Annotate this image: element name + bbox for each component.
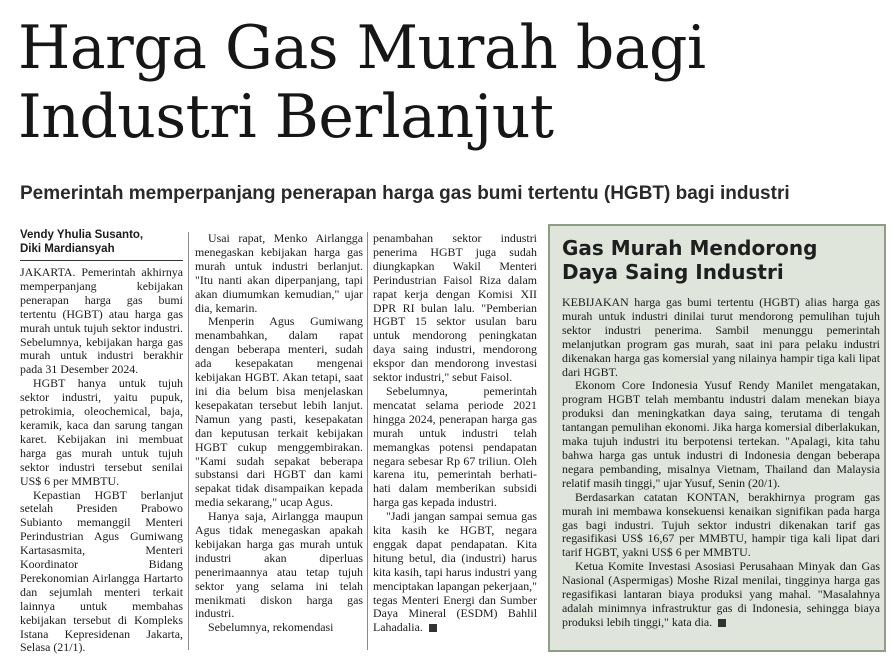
subheadline: Pemerintah memperpanjang penerapan harga gas bumi tertentu (HGBT) bagi industri	[20, 183, 790, 204]
sidebar-paragraph: KEBIJAKAN harga gas bumi tertentu (HGBT) alias harga gas murah untuk industri dinilai turut mendorong pemulihan tujuh sektor industri penerima. Sambil menunggu pemerintah melanjutkan program gas murah, saat ini para pelaku industri dikenakan harga gas komersial yang nilainya hampir tiga kali lipat dari HGBT.	[562, 295, 880, 379]
article-paragraph: Sebelumnya, rekomendasi	[208, 620, 334, 635]
sidebar-paragraph: Berdasarkan catatan KONTAN, berakhirnya program gas murah ini membawa konsekuensi kenaikan signifikan pada harga gas bagi industri. Tujuh sektor industri dikenakan tarif gas regasifikasi US$ 16,67 per MMBTU, hampir tiga kali lipat dari tarif HGBT, yakni US$ 6 per MMBTU.	[562, 489, 880, 560]
sidebar-title: Gas Murah Mendorong Daya Saing Industri	[562, 236, 818, 284]
article-paragraph: Menperin Agus Gumiwang menambahkan, dalam rapat dengan beberapa menteri, sudah ada kesepakatan mengenai kebijakan HGBT. Akan tetapi, saat ini dia belum bisa menjelaskan kesepakatan tersebut lebih lanjut. Namun yang pasti, kesepakatan dan keputusan terkait kebijakan HGBT cukup menggembirakan. "Kami sudah sepakat beberapa substansi dari HGBT dan kami sepakat tidak disampaikan kepada media sekarang," ucap Agus.	[195, 314, 363, 510]
article-column-3	[373, 232, 537, 635]
article-paragraph: Kepastian HGBT berlanjut setelah Presiden Prabowo Subianto memanggil Menteri Perindustrian Agus Gumiwang Kartasasmita, Menteri Koordinator Bidang Perekonomian Airlangga Hartarto dan sejumlah menteri terkait lainnya untuk membahas kebijakan tersebut di Kompleks Istana Kepresidenan Jakarta, Selasa (21/1).	[20, 487, 183, 655]
column-divider	[188, 232, 189, 650]
article-paragraph: HGBT hanya untuk tujuh sektor industri, yaitu pupuk, petrokimia, oleochemical, baja, keramik, kaca dan sarung tangan karet. Kebijakan ini membuat harga gas murah untuk tujuh sektor industri tersebut senilai US$ 6 per MMBTU.	[20, 376, 183, 488]
article-paragraph: Usai rapat, Menko Airlangga menegaskan kebijakan harga gas murah untuk industri berlanjut. "Itu nanti akan diperpanjang, tapi akan diumumkan kemudian," ujar dia, kemarin.	[195, 231, 363, 315]
article-paragraph-text: "Jadi jangan sampai semua gas kita kasih ke HGBT, negara enggak dapat pendapatan. Kita hitung betul, dia (industri) harus kita kasih, tapi harus industri yang menciptakan lapangan pekerjaan," tegas Menteri Energi dan Sumber Daya Mineral (ESDM) Bahlil Lahadalia.	[373, 509, 537, 635]
article-paragraph: Hanya saja, Airlangga maupun Agus tidak menegaskan apakah kebijakan harga gas murah untuk industri akan diperluas penerimaannya atau tetap tujuh sektor yang selama ini telah menikmati diskon harga gas industri.	[195, 509, 363, 621]
column-divider	[367, 232, 368, 650]
article-column-2	[195, 232, 363, 635]
sidebar-paragraph	[562, 560, 880, 630]
article-paragraph: penambahan sektor industri penerima HGBT juga sudah diungkapkan Wakil Menteri Perindustrian Faisol Riza dalam rapat kerja dengan Komisi XII DPR RI bulan lalu. "Pemberian HGBT 15 sektor usulan baru untuk mendorong peningkatan daya saing industri, mendorong ekspor dan mendorong investasi sektor industri," sebut Faisol.	[373, 231, 537, 385]
end-mark-icon	[429, 624, 437, 632]
article-paragraph	[373, 510, 537, 635]
byline-author-1: Vendy Yhulia Susanto,	[20, 229, 144, 241]
sidebar-body	[562, 296, 880, 630]
article-paragraph: JAKARTA. Pemerintah akhirnya memperpanjang kebijakan penerapan harga gas bumi tertentu (HGBT) atau harga gas murah untuk tujuh sektor industri. Sebelumnya, kebijakan harga gas murah untuk industri berakhir pada 31 Desember 2024.	[20, 265, 183, 377]
sidebar-box	[548, 224, 886, 652]
sidebar-paragraph-text: Ketua Komite Investasi Asosiasi Perusahaan Minyak dan Gas Nasional (Aspermigas) Moshe Rizal menilai, tingginya harga gas regasifikasi lantaran biaya produksi yang mahal. "Masalahnya adalah minimnya infrastruktur gas di Indonesia, sehingga biaya produksi lebih tinggi," kata dia.	[562, 559, 880, 629]
byline	[20, 228, 183, 256]
article-column-1	[20, 228, 183, 655]
end-mark-icon	[718, 619, 726, 627]
sidebar-paragraph: Ekonom Core Indonesia Yusuf Rendy Manilet mengatakan, program HGBT telah membantu industri dalam menekan biaya produksi dan meningkatkan daya saing, terutama di tengah tantangan pemulihan ekonomi. Jika harga komersial diberlakukan, maka tujuh industri itu berpotensi tertekan. "Apalagi, kita tahu bahwa harga gas untuk industri di Indonesia dengan beberapa negara pembanding, misalnya Vietnam, Thailand dan Malaysia relatif masih tinggi," ujar Yusuf, Senin (20/1).	[562, 378, 880, 490]
byline-author-2: Diki Mardiansyah	[20, 243, 115, 255]
headline: Harga Gas Murah bagi Industri Berlanjut	[18, 13, 706, 152]
article-paragraph: Sebelumnya, pemerintah mencatat selama periode 2021 hingga 2024, penerapan harga gas murah untuk industri telah memangkas potensi pendapatan negara sebesar Rp 67 triliun. Oleh karena itu, pemerintah berhati-hati dalam memberikan subsidi harga gas kepada industri.	[373, 383, 537, 510]
byline-divider	[20, 260, 183, 261]
